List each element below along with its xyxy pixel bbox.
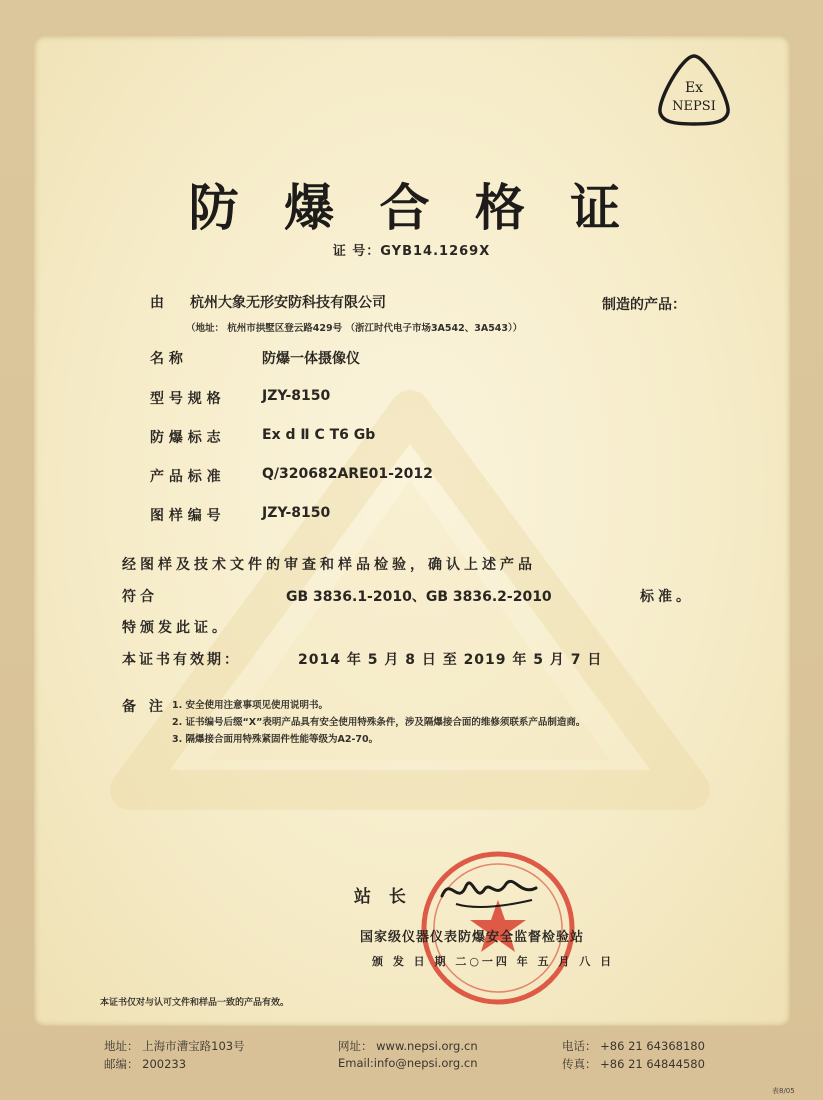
statement-line2-prefix: 符合 <box>122 589 158 605</box>
issuing-authority: 国家级仪器仪表防爆安全监督检验站 <box>360 930 585 945</box>
director-label: 站 长 <box>354 887 412 907</box>
field-label-name: 名 称 <box>150 351 183 367</box>
field-label-drawing-no: 图 样 编 号 <box>150 508 221 524</box>
field-label-model: 型 号 规 格 <box>150 391 221 407</box>
logo-nepsi-text: NEPSI <box>672 99 716 114</box>
manufacturer-address: （地址： 杭州市拱墅区登云路429号 （浙江时代电子市场3A542、3A543）） <box>186 323 523 334</box>
validity-disclaimer: 本证书仅对与认可文件和样品一致的产品有效。 <box>100 998 290 1008</box>
statement-standards: GB 3836.1-2010、GB 3836.2-2010 <box>286 589 552 605</box>
manufacturer-name: 杭州大象无形安防科技有限公司 <box>190 295 386 311</box>
footer-phone: 电话： +86 21 64368180 <box>562 1039 705 1053</box>
footer-fax: 传真： +86 21 64844580 <box>562 1057 705 1071</box>
product-label: 制造的产品： <box>602 297 686 313</box>
footer-email: Email:info@nepsi.org.cn <box>338 1056 478 1070</box>
field-value-standard: Q/320682ARE01-2012 <box>262 466 433 482</box>
certificate-number: 证 号：GYB14.1269X <box>332 244 491 259</box>
nepsi-ex-logo <box>654 52 734 128</box>
statement-line3: 特颁发此证。 <box>122 620 230 636</box>
note-3: 3. 隔爆接合面用特殊紧固件性能等级为A2-70。 <box>172 734 379 745</box>
field-value-drawing-no: JZY-8150 <box>262 505 331 521</box>
note-2: 2. 证书编号后缀“X”表明产品具有安全使用特殊条件，涉及隔爆接合面的维修须联系产品制造商。 <box>172 717 586 728</box>
manufacturer-label: 由 <box>150 295 164 311</box>
field-value-ex-mark: Ex d Ⅱ C T6 Gb <box>262 427 376 443</box>
field-label-ex-mark: 防 爆 标 志 <box>150 430 221 446</box>
field-value-name: 防爆一体摄像仪 <box>262 351 360 367</box>
footer-postcode: 邮编： 200233 <box>104 1057 187 1071</box>
certificate-title: 防 爆 合 格 证 <box>188 178 635 237</box>
field-value-model: JZY-8150 <box>262 388 331 404</box>
statement-line1: 经图样及技术文件的审查和样品检验，确认上述产品 <box>122 557 536 573</box>
field-label-standard: 产 品 标 准 <box>150 469 221 485</box>
logo-ex-text: Ex <box>684 80 704 96</box>
validity-period: 2014 年 5 月 8 日 至 2019 年 5 月 7 日 <box>298 652 603 668</box>
footer-website: 网址： www.nepsi.org.cn <box>338 1039 478 1053</box>
notes-label: 备 注 <box>122 699 167 715</box>
validity-label: 本证书有效期： <box>122 652 241 668</box>
footer-address: 地址： 上海市漕宝路103号 <box>104 1039 245 1053</box>
statement-line2-suffix: 标准。 <box>640 589 694 605</box>
form-code: 表8/05 <box>772 1087 795 1095</box>
issue-date: 颁 发 日 期 二○一四 年 五 月 八 日 <box>372 955 615 968</box>
note-1: 1. 安全使用注意事项见使用说明书。 <box>172 700 329 711</box>
director-signature <box>436 866 546 916</box>
